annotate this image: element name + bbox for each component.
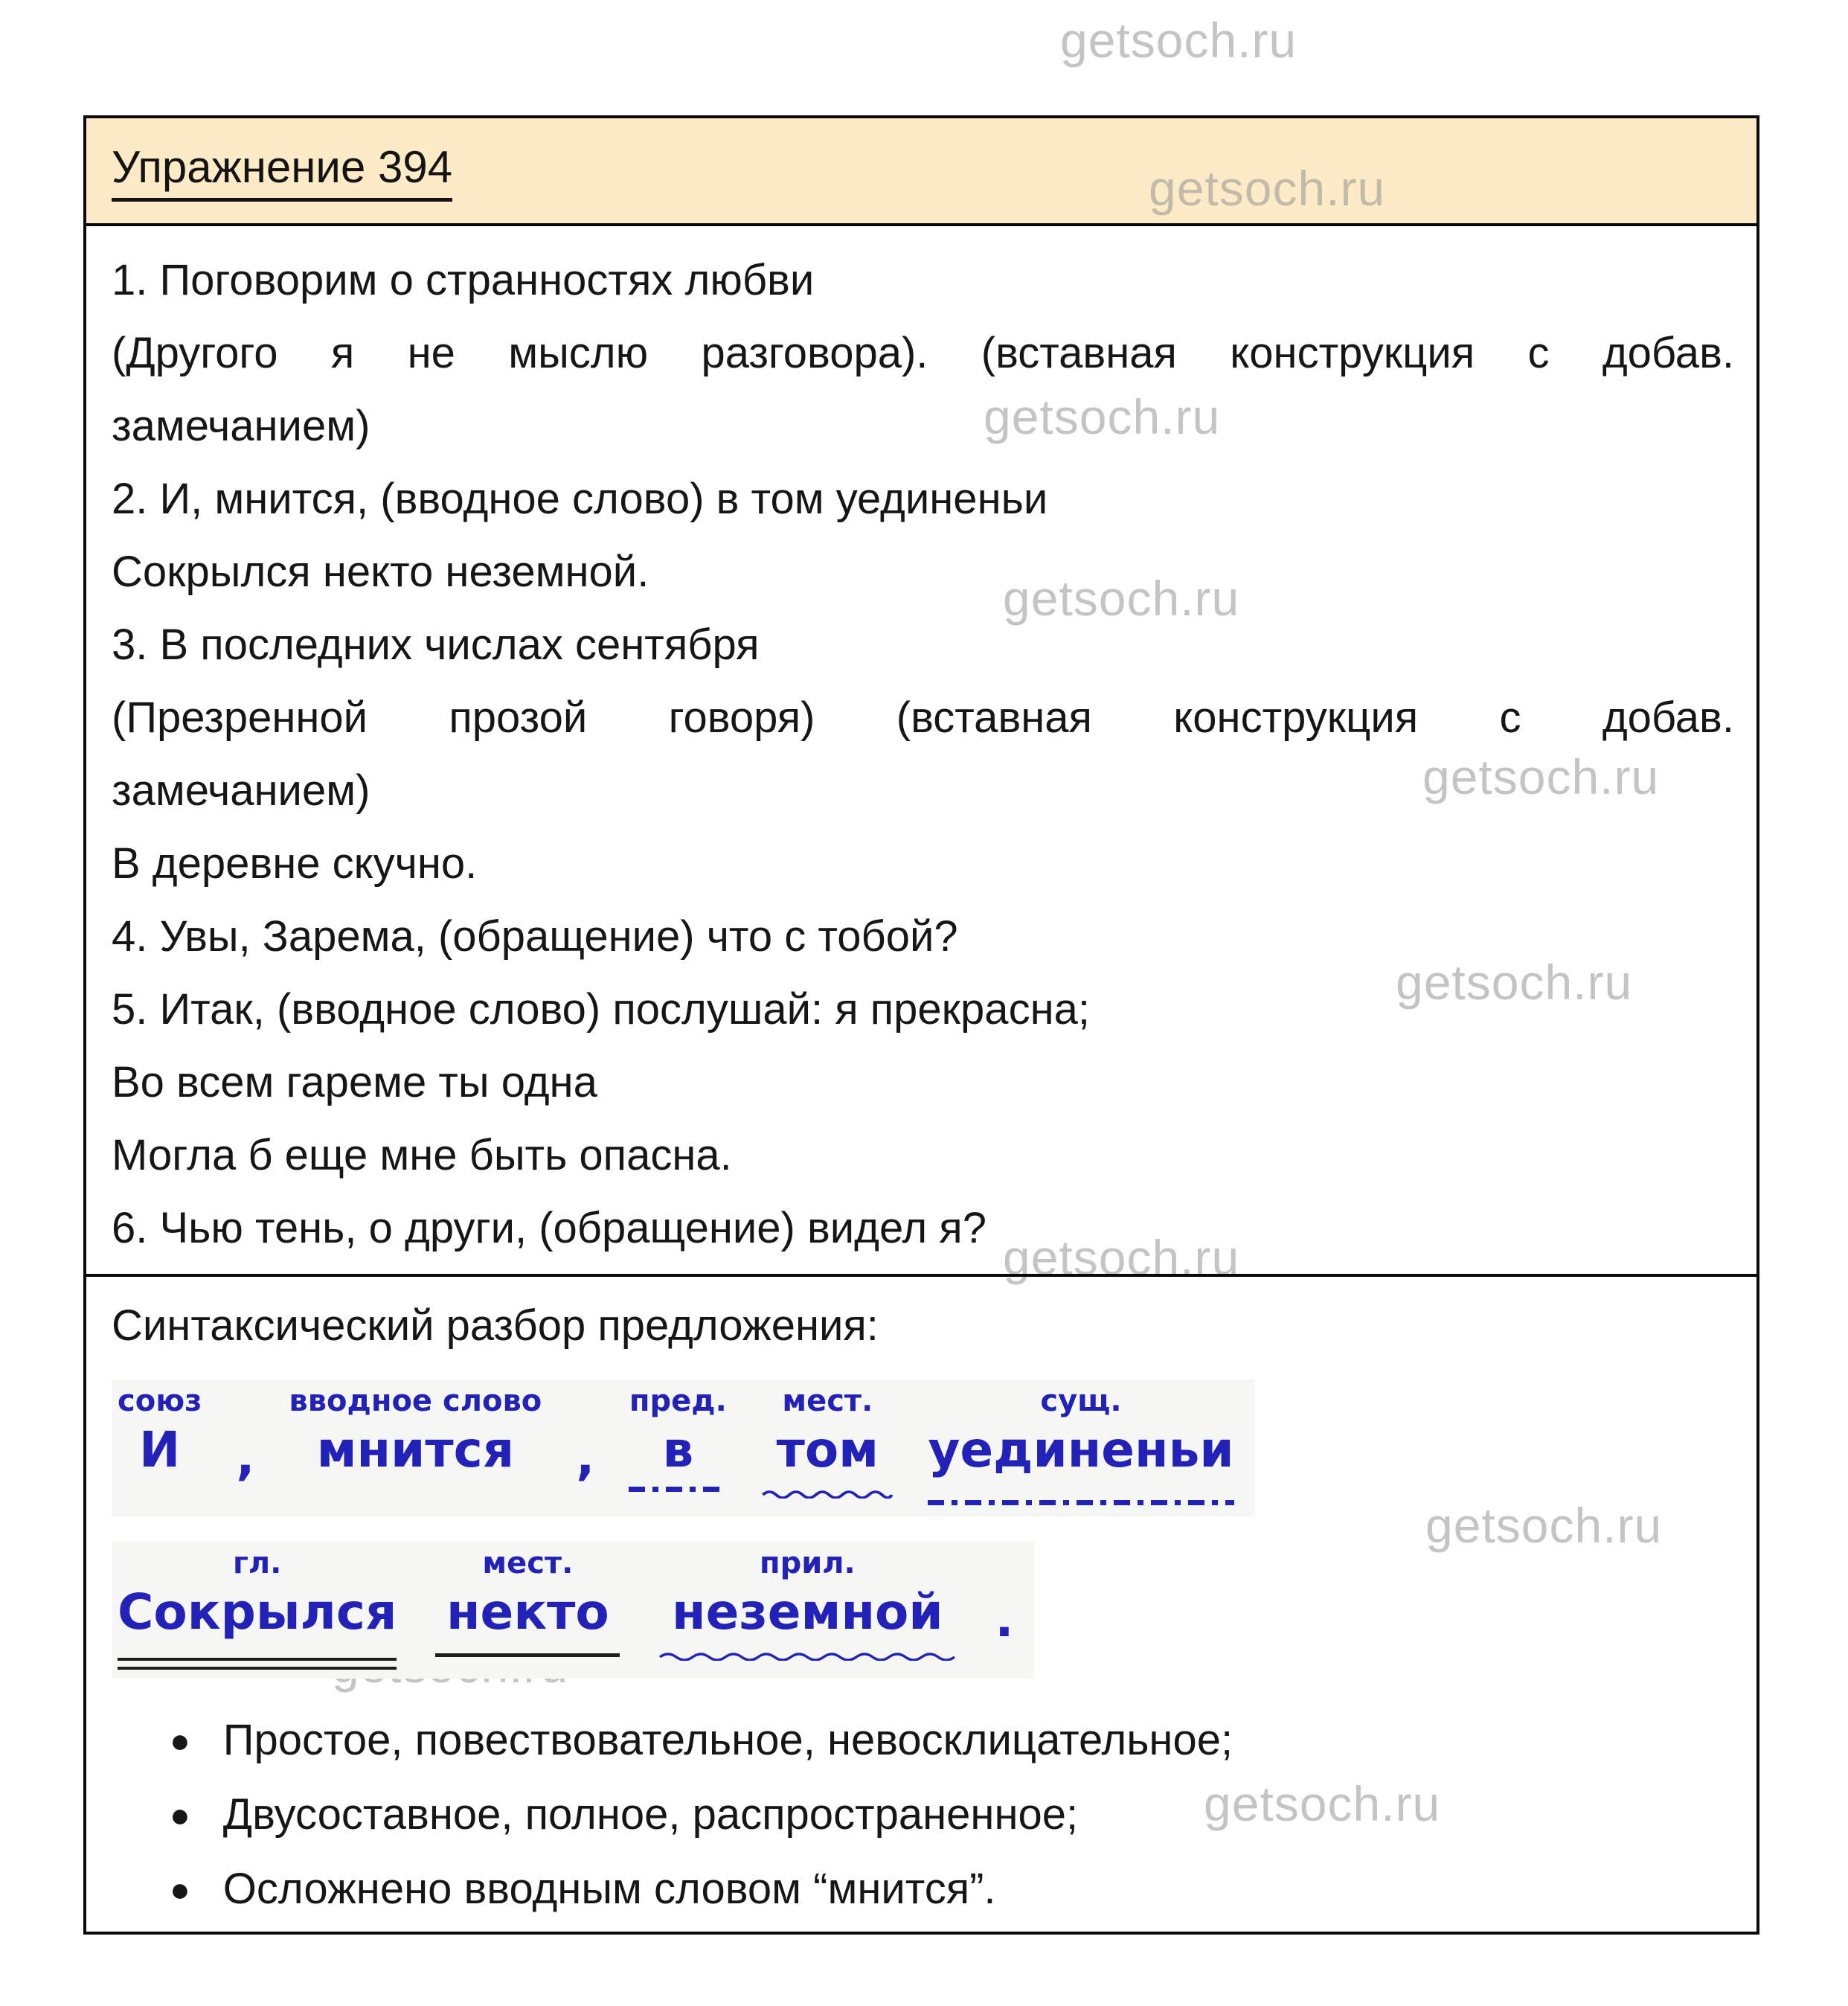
exercise-line: Сокрылся некто неземной. <box>112 548 649 596</box>
comma-glyph: , <box>576 1429 595 1486</box>
exercise-line: замечанием) <box>112 402 370 450</box>
period-glyph: . <box>995 1591 1014 1648</box>
exercise-line: 1. Поговорим о странностях любви <box>112 256 815 304</box>
list-item <box>170 1787 1734 1842</box>
exercise-line: (Другого я не мыслю разговора). (вставная конструкция с добав. <box>112 329 1734 377</box>
bullet-icon: ● <box>170 1870 190 1909</box>
parse-token-preposition <box>629 1382 727 1515</box>
no-underline <box>289 1481 542 1515</box>
watermark: getsoch.ru <box>1149 161 1386 216</box>
pos-label: гл. <box>232 1546 282 1580</box>
comma-glyph: , <box>236 1429 255 1486</box>
pos-label: мест. <box>782 1384 873 1418</box>
parse-token-noun <box>928 1382 1233 1515</box>
list-item <box>170 1713 1734 1768</box>
exercise-line: замечанием) <box>112 766 370 815</box>
parse-token-verb-predicate <box>118 1545 397 1677</box>
conclusion-text: Осложнено вводным словом “мнится”. <box>222 1865 996 1913</box>
parse-period <box>995 1545 1013 1677</box>
parse-word: том <box>776 1421 879 1478</box>
parse-token-pronoun <box>761 1382 893 1515</box>
conclusion-text: Простое, повествовательное, невосклицательное; <box>222 1716 1233 1764</box>
parse-word: уединеньи <box>928 1421 1234 1478</box>
parse-token-adjective <box>658 1545 956 1677</box>
pos-label: союз <box>118 1384 202 1418</box>
watermark: getsoch.ru <box>1003 1230 1240 1285</box>
parse-word: Сокрылся <box>118 1583 397 1641</box>
list-item <box>170 1862 1734 1917</box>
exercise-title: Упражнение 394 <box>112 143 452 202</box>
parse-word: И <box>139 1421 181 1478</box>
bullet-icon: ● <box>170 1721 190 1760</box>
adverbial-dash-dot-underline <box>629 1481 727 1515</box>
predicate-double-underline <box>118 1643 397 1677</box>
parse-word: мнится <box>316 1421 515 1478</box>
exercise-line: В деревне скучно. <box>112 839 478 888</box>
parse-comma <box>236 1382 254 1515</box>
parse-comma <box>576 1382 594 1515</box>
parse-section <box>86 1274 1756 1917</box>
exercise-body <box>86 226 1756 1274</box>
watermark: getsoch.ru <box>1204 1776 1441 1831</box>
exercise-card <box>83 115 1759 1935</box>
pos-label: мест. <box>482 1546 574 1580</box>
attribute-wavy-underline <box>658 1643 956 1677</box>
exercise-line: 6. Чью тень, о други, (обращение) видел я? <box>112 1204 986 1252</box>
parse-word: в <box>662 1421 694 1478</box>
exercise-line: Во всем гареме ты одна <box>112 1058 597 1106</box>
parse-word: неземной <box>672 1583 943 1641</box>
watermark: getsoch.ru <box>1422 749 1660 804</box>
parse-token-conjunction <box>118 1382 202 1515</box>
exercise-line: Могла б еще мне быть опасна. <box>112 1131 732 1179</box>
exercise-line: 4. Увы, Зарема, (обращение) что с тобой? <box>112 912 958 961</box>
pos-label: прил. <box>759 1546 856 1580</box>
exercise-line: (Презренной прозой говоря) (вставная конструкция с добав. <box>112 693 1734 742</box>
no-underline <box>118 1481 202 1515</box>
exercise-line: 2. И, мнится, (вводное слово) в том уединеньи <box>112 475 1048 523</box>
exercise-line: 3. В последних числах сентября <box>112 621 760 669</box>
subject-single-underline <box>435 1643 620 1677</box>
wavy-line-icon <box>658 1649 956 1661</box>
watermark: getsoch.ru <box>984 389 1221 444</box>
parse-row-1 <box>112 1379 1255 1516</box>
pos-label: сущ. <box>1040 1384 1122 1418</box>
wavy-line-icon <box>761 1487 893 1499</box>
parse-conclusions <box>112 1713 1734 1917</box>
adverbial-dash-dot-underline <box>928 1481 1233 1515</box>
exercise-line: 5. Итак, (вводное слово) послушай: я прекрасна; <box>112 985 1090 1034</box>
watermark: getsoch.ru <box>1060 13 1297 68</box>
attribute-wavy-underline <box>761 1481 893 1515</box>
card-header <box>86 118 1756 226</box>
watermark: getsoch.ru <box>1396 955 1633 1010</box>
watermark: getsoch.ru <box>1425 1498 1663 1553</box>
watermark: getsoch.ru <box>1003 571 1240 626</box>
parse-token-introductory-word <box>289 1382 542 1515</box>
pos-label: пред. <box>629 1384 727 1418</box>
parse-token-subject-pronoun <box>435 1545 620 1677</box>
parse-heading: Синтаксический разбор предложения: <box>112 1301 879 1350</box>
parse-word: некто <box>446 1583 609 1641</box>
bullet-icon: ● <box>170 1795 190 1834</box>
conclusion-text: Двусоставное, полное, распространенное; <box>222 1790 1079 1839</box>
pos-label: вводное слово <box>289 1384 542 1418</box>
parse-row-2 <box>112 1542 1034 1679</box>
